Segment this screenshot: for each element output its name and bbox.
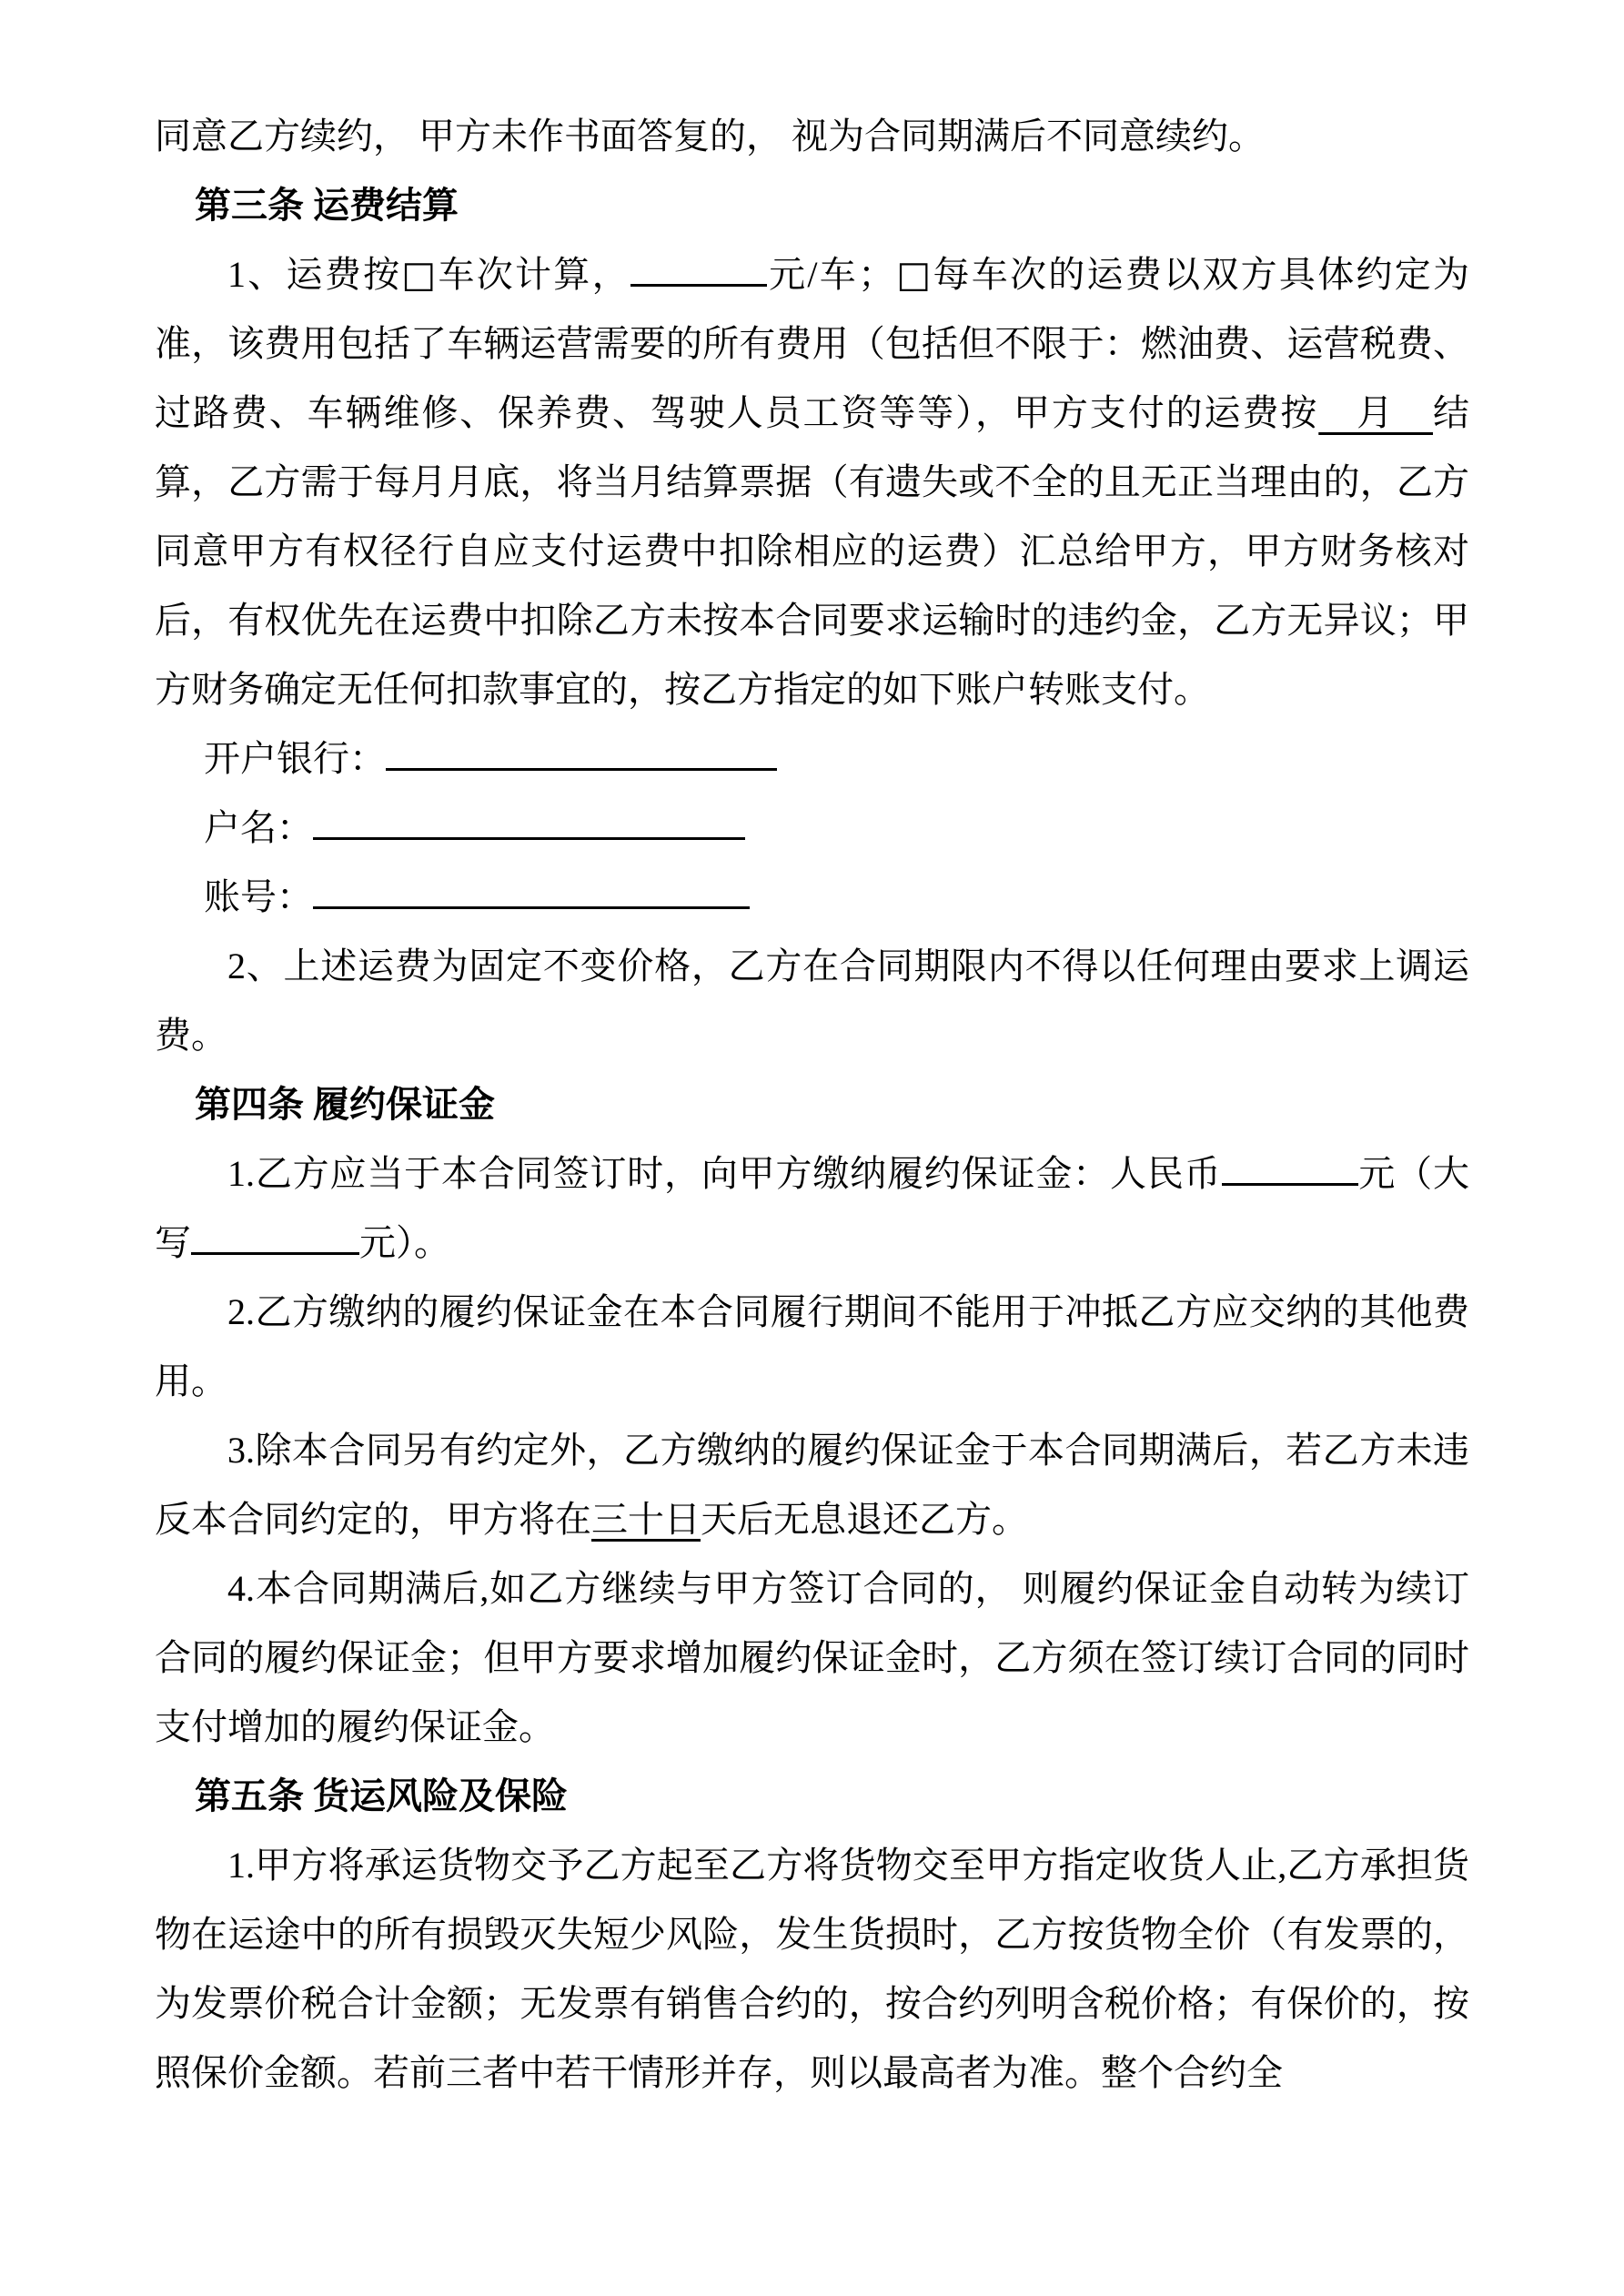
- text-run: 同意乙方续约， 甲方未作书面答复的， 视为合同期满后不同意续约。: [155, 116, 1265, 157]
- checkbox-icon: □: [401, 254, 439, 296]
- article-4-clause-2: [155, 1278, 1469, 1416]
- text-run: 开户银行：: [204, 738, 386, 779]
- paragraph-continuation: [155, 102, 1469, 171]
- text-run: 元/车；: [766, 254, 895, 295]
- fill-in-blank-line: [1222, 1147, 1358, 1186]
- section-heading-article-4: [155, 1070, 1469, 1139]
- bank-name-field: [155, 724, 1469, 794]
- text-run: 户名：: [204, 807, 313, 848]
- article-4-clause-1: [155, 1139, 1469, 1278]
- account-number-field: [155, 863, 1469, 932]
- section-heading-article-3: [155, 171, 1469, 240]
- underlined-text: 三十日: [591, 1499, 701, 1540]
- account-name-field: [155, 794, 1469, 863]
- text-run: 第五条 货运风险及保险: [195, 1775, 568, 1816]
- text-run: 2.乙方缴纳的履约保证金在本合同履行期间不能用于冲抵乙方应交纳的其他费用。: [155, 1291, 1469, 1401]
- text-run: 1.甲方将承运货物交予乙方起至乙方将货物交至甲方指定收货人止,乙方承担货物在运途中的所有损毁灭失短少风险，发生货损时，乙方按货物全价（有发票的，为发票价税合计金额；无发票有销售合约的，按合约列明含税价格；有保价的，按照保价金额。若前三者中若干情形并存，则以最高者为准。整个合约全: [155, 1845, 1469, 2093]
- text-run: 每车次的运费以双方具体约定为准，该费用包括了车辆运营需要的所有费用（包括但不限于：燃油费、运营税费、过路费、车辆维修、保养费、驾驶人员工资等等），甲方支付的运费按: [155, 254, 1470, 433]
- text-run: 元（大写: [155, 1153, 1470, 1263]
- fill-in-blank-line: [313, 801, 745, 840]
- text-run: 结算，乙方需于每月月底，将当月结算票据（有遗失或不全的且无正当理由的，乙方同意甲方有权径行自应支付运费中扣除相应的运费）汇总给甲方，甲方财务核对后，有权优先在运费中扣除乙方未按本合同要求运输时的违约金，乙方无异议；甲方财务确定无任何扣款事宜的，按乙方指定的如下账户转账支付。: [155, 392, 1470, 710]
- fill-in-blank-line: [386, 732, 777, 771]
- text-run: 元）。: [359, 1222, 450, 1263]
- text-run: 车次计算，: [438, 254, 630, 295]
- text-run: 2、上述运费为固定不变价格，乙方在合同期限内不得以任何理由要求上调运费。: [155, 946, 1469, 1056]
- section-heading-article-5: [155, 1762, 1469, 1831]
- article-3-clause-2: [155, 932, 1469, 1070]
- article-5-clause-1: [155, 1831, 1469, 2108]
- text-run: 1.乙方应当于本合同签订时，向甲方缴纳履约保证金：人民币: [227, 1153, 1222, 1194]
- text-run: 4.本合同期满后,如乙方继续与甲方签订合同的， 则履约保证金自动转为续订合同的履约保证金；但甲方要求增加履约保证金时，乙方须在签订续订合同的同时支付增加的履约保证金。: [155, 1568, 1469, 1747]
- text-run: 第四条 履约保证金: [195, 1084, 495, 1125]
- text-run: 账号：: [204, 876, 313, 917]
- fill-in-blank-line: [630, 248, 767, 287]
- text-run: 第三条 运费结算: [195, 185, 459, 226]
- checkbox-icon: □: [894, 254, 933, 296]
- article-3-clause-1: [155, 240, 1469, 724]
- article-4-clause-4: [155, 1554, 1469, 1762]
- text-run: 3.除本合同另有约定外，乙方缴纳的履约保证金于本合同期满后，若乙方未违反本合同约定的，甲方将在: [155, 1430, 1469, 1540]
- fill-in-blank-line: [191, 1216, 359, 1255]
- article-4-clause-3: [155, 1416, 1469, 1554]
- fill-in-blank-line: [313, 870, 750, 909]
- underlined-text: 月: [1318, 392, 1434, 433]
- text-run: 天后无息退还乙方。: [701, 1499, 1028, 1540]
- text-run: 1、运费按: [227, 254, 402, 295]
